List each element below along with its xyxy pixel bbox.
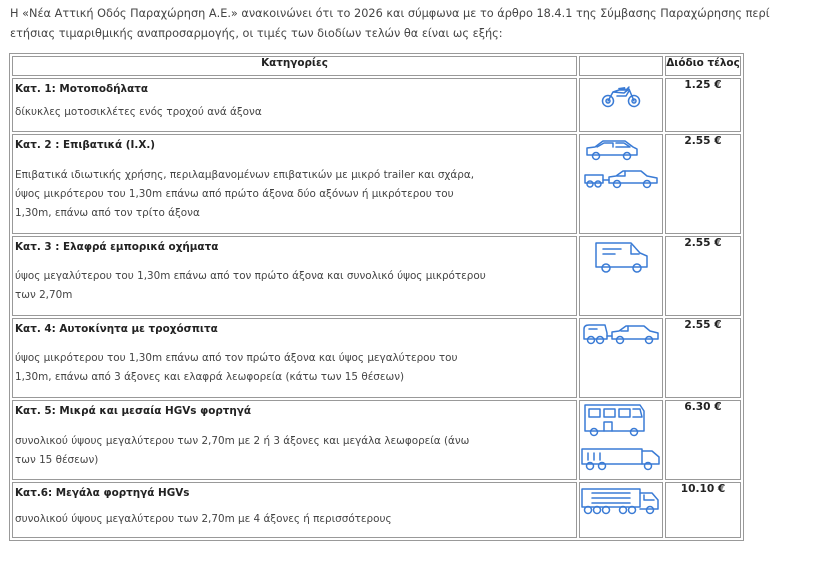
table-row	[12, 236, 741, 316]
table-row	[12, 134, 741, 234]
category-title: Κατ.6: Μεγάλα φορτηγά HGVs	[15, 487, 190, 499]
category-description: συνολικού ύψους μεγαλύτερου των 2,70m με 2 ή 3 άξονες και μεγάλα λεωφορεία (άνω των 15 θέσεων)	[15, 435, 470, 466]
category-title: Κατ. 2 : Επιβατικά (Ι.Χ.)	[15, 139, 156, 151]
vehicle-icon-cell	[579, 236, 663, 316]
category-description: ύψος μικρότερου του 1,30m επάνω από τον πρώτο άξονα και ύψος μεγαλύτερου του 1,30m, επάνω από 3 άξονες και ελαφρά λεωφορεία (κάτω των 15 θέσεων)	[15, 352, 458, 383]
category-description: συνολικού ύψους μεγαλύτερου των 2,70m με 4 άξονες ή περισσότερους	[15, 513, 392, 525]
category-title: Κατ. 5: Μικρά και μεσαία HGVs φορτηγά	[15, 405, 252, 417]
motorcycle-icon	[599, 79, 643, 109]
price-cell: 2.55 €	[665, 236, 741, 316]
vehicle-icon-cell	[579, 400, 663, 480]
category-cell	[12, 134, 577, 234]
category-cell	[12, 78, 577, 132]
header-categories: Κατηγορίες	[12, 56, 577, 76]
category-title: Κατ. 1: Μοτοποδήλατα	[15, 83, 149, 95]
price-cell: 2.55 €	[665, 134, 741, 234]
vehicle-icon-cell	[579, 78, 663, 132]
category-description: δίκυκλες μοτοσικλέτες ενός τροχού ανά άξονα	[15, 106, 262, 118]
category-title: Κατ. 4: Αυτοκίνητα με τροχόσπιτα	[15, 323, 218, 335]
table-header-row	[12, 56, 741, 76]
articulated-truck-icon	[580, 483, 662, 517]
table-row	[12, 482, 741, 538]
vehicle-icon-cell	[579, 134, 663, 234]
toll-table	[9, 53, 744, 541]
table-row	[12, 78, 741, 132]
category-title: Κατ. 3 : Ελαφρά εμπορικά οχήματα	[15, 241, 219, 253]
category-cell	[12, 400, 577, 480]
header-toll: Διόδιο τέλος	[665, 56, 741, 76]
category-description: Επιβατικά ιδιωτικής χρήσης, περιλαμβανομένων επιβατικών με μικρό trailer και σχάρα, ύψος μικρότερου του 1,30m επάνω από πρώτο άξονα δύο αξόνων ή μικρότερου του 1,30m, επάνω από τον τρίτο άξονα	[15, 169, 475, 219]
category-description: ύψος μεγαλύτερου του 1,30m επάνω από τον πρώτο άξονα και συνολικό ύψος μικρότερου των 2,70m	[15, 270, 486, 301]
intro-paragraph: Η «Νέα Αττική Οδός Παραχώρηση Α.Ε.» ανακοινώνει ότι το 2026 και σύμφωνα με το άρθρο 18.4.1 της Σύμβασης Παραχώρησης περί ετήσιας τιμαριθμικής αναπροσαρμογής, οι τιμές των διοδίων τελών θα είναι ως εξής:	[10, 7, 770, 40]
table-row	[12, 318, 741, 398]
header-icon-column	[579, 56, 663, 76]
price-cell: 2.55 €	[665, 318, 741, 398]
car-and-car-with-trailer-icon	[581, 135, 661, 193]
price-cell: 1.25 €	[665, 78, 741, 132]
table-row	[12, 400, 741, 480]
price-cell: 10.10 €	[665, 482, 741, 538]
category-cell	[12, 482, 577, 538]
bus-and-truck-icon	[580, 401, 662, 475]
price-cell: 6.30 €	[665, 400, 741, 480]
car-with-caravan-icon	[581, 319, 661, 349]
category-cell	[12, 236, 577, 316]
van-icon	[591, 237, 651, 277]
vehicle-icon-cell	[579, 482, 663, 538]
category-cell	[12, 318, 577, 398]
vehicle-icon-cell	[579, 318, 663, 398]
